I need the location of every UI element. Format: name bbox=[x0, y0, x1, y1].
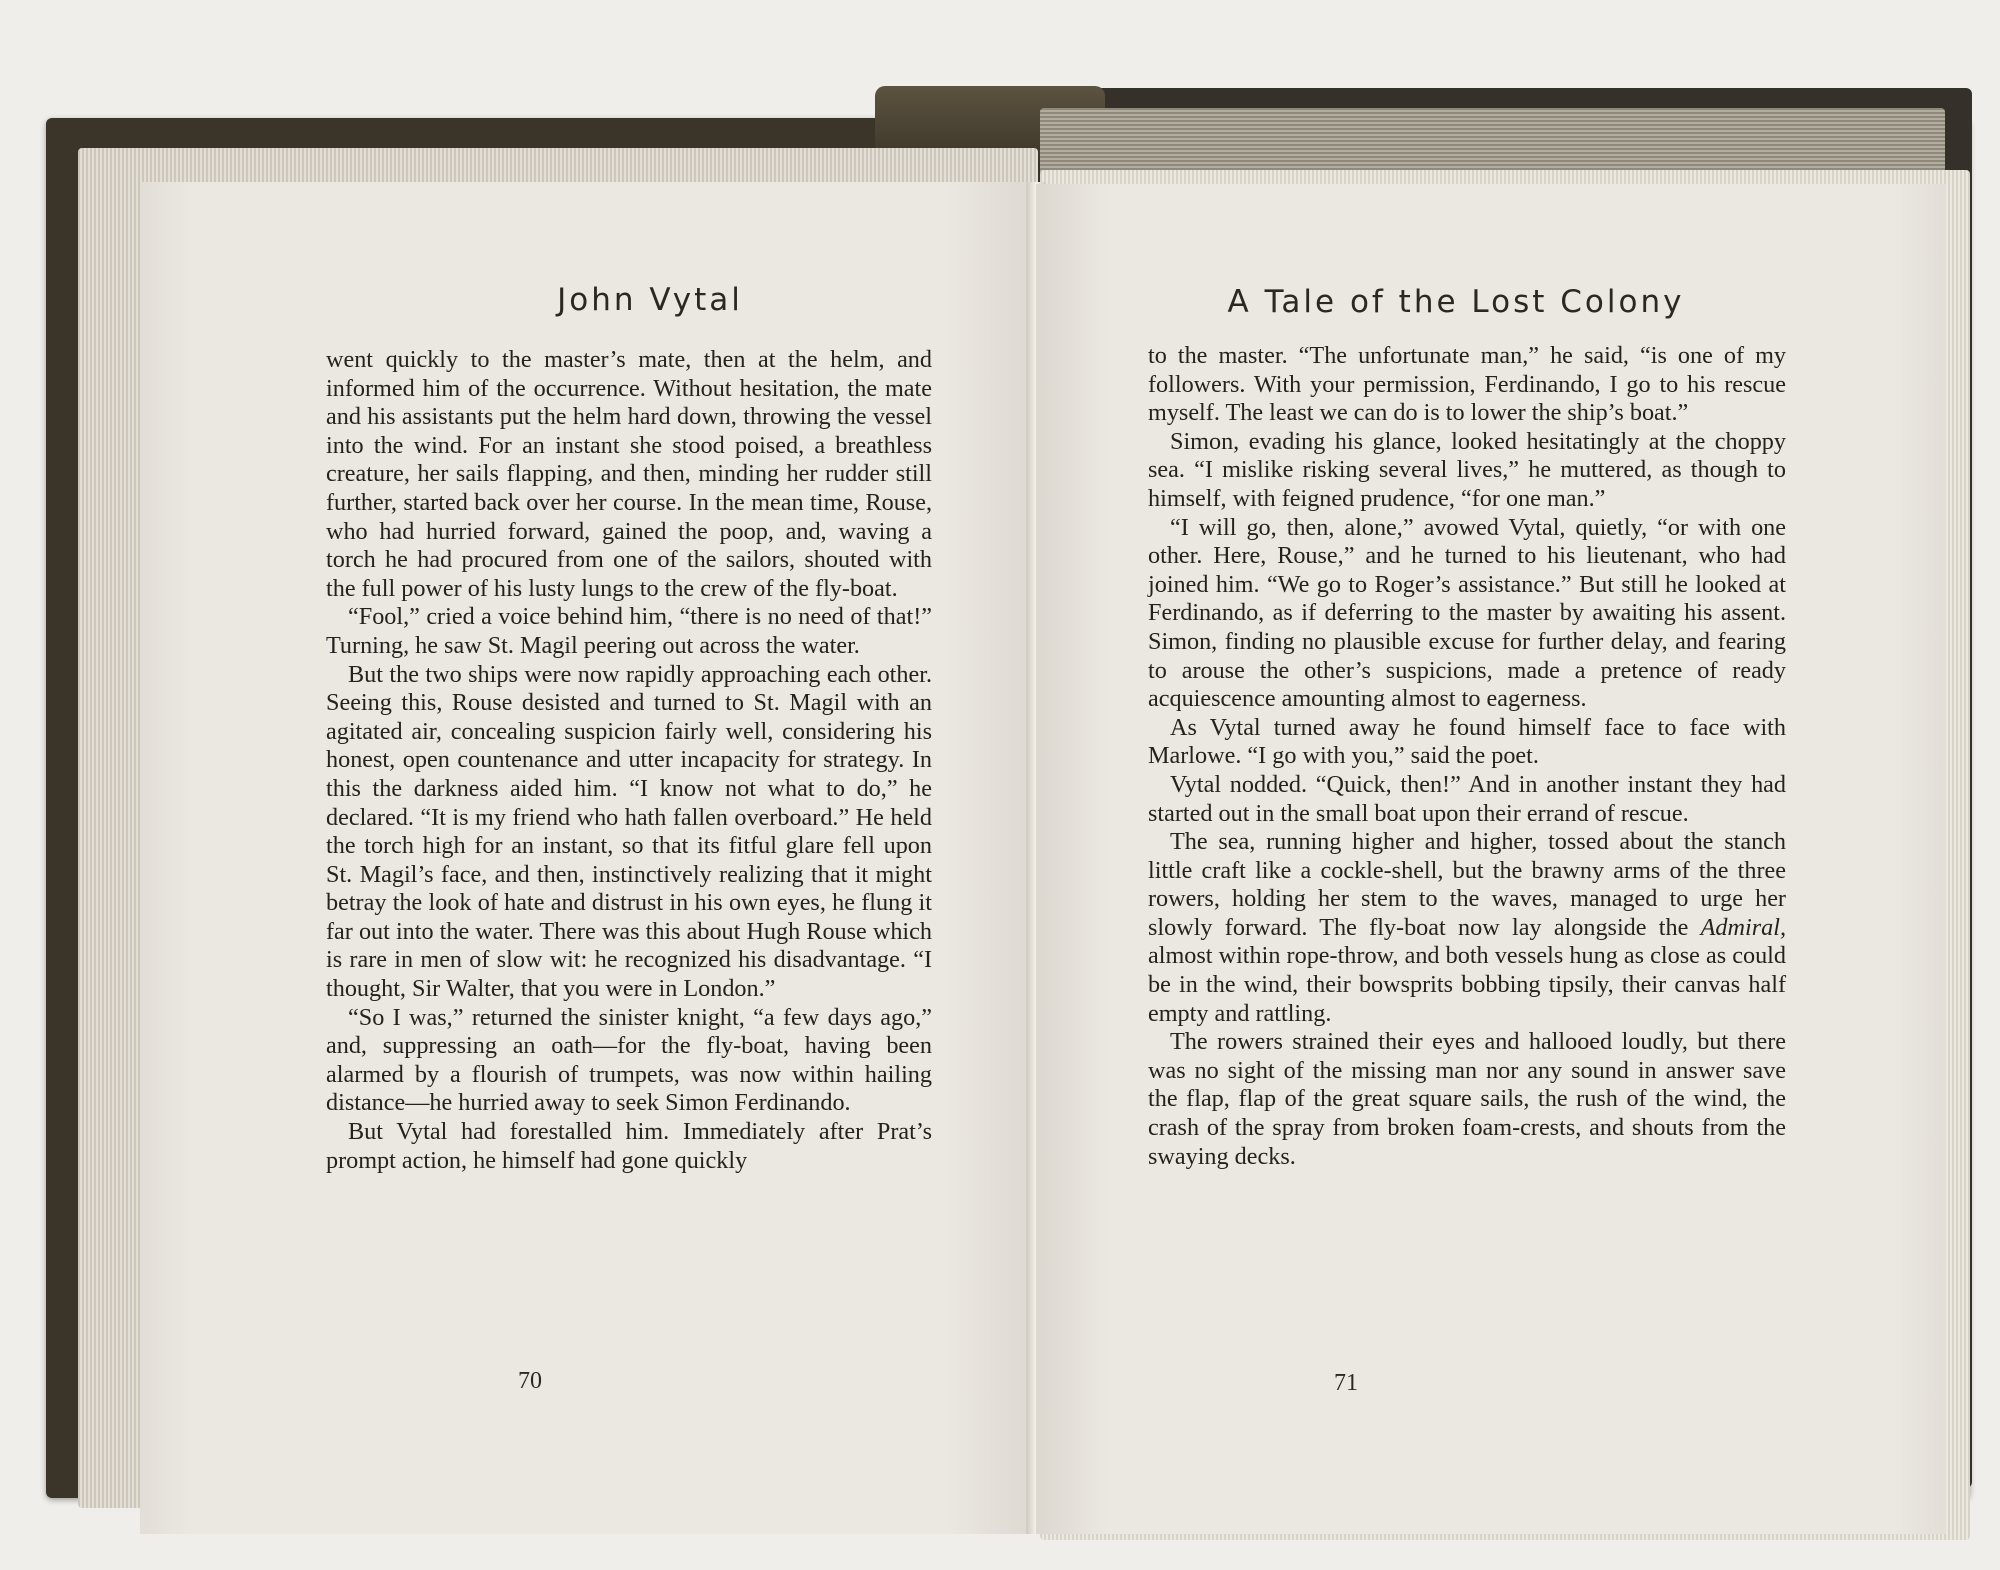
paragraph-text: almost within rope-throw, and both vessels hung as close as could be in the wind, their bowsprits bobbing tipsily, their canvas half empty and rattling. bbox=[1148, 942, 1786, 1027]
paragraph: Vytal nodded. “Quick, then!” And in another instant they had started out in the small boat upon their errand of rescue. bbox=[1148, 770, 1786, 827]
running-head: John Vytal bbox=[557, 282, 743, 318]
right-page bbox=[1036, 184, 1946, 1534]
paragraph: But the two ships were now rapidly approaching each other. Seeing this, Rouse desisted and turned to St. Magil with an agitated air, concealing suspicion fairly well, considering his honest, open countenance and utter incapacity for strategy. In this the darkness aided him. “I know not what to do,” he declared. “It is my friend who hath fallen overboard.” He held the torch high for an instant, so that its fitful glare fell upon St. Magil’s face, and then, instinctively realizing that it might betray the look of hate and distrust in his own eyes, he flung it far out into the water. There was this about Hugh Rouse which is rare in men of slow wit: he recognized his disadvantage. “I thought, Sir Walter, that you were in London.” bbox=[326, 660, 932, 1003]
body-text bbox=[326, 346, 932, 1175]
paragraph: But Vytal had forestalled him. Immediately after Prat’s prompt action, he himself had gone quickly bbox=[326, 1118, 932, 1174]
paragraph: went quickly to the master’s mate, then at the helm, and informed him of the occurrence. Without hesitation, the mate and his assistants put the helm hard down, throwing the vessel into the wind. For an instant she stood poised, a breathless creature, her sails flapping, and then, minding her rudder still further, started back over her course. In the mean time, Rouse, who had hurried forward, gained the poop, and, waving a torch he had procured from one of the sailors, shouted with the full power of his lusty lungs to the crew of the fly-boat. bbox=[326, 346, 932, 602]
paragraph: “I will go, then, alone,” avowed Vytal, quietly, “or with one other. Here, Rouse,” and he turned to his lieutenant, who had joined him. “We go to Roger’s assistance.” But still he looked at Ferdinando, as if deferring to the master by awaiting his assent. Simon, finding no plausible excuse for further delay, and fearing to arouse the other’s suspicions, made a pretence of ready acquiescence amounting almost to eagerness. bbox=[1148, 513, 1786, 713]
paragraph: to the master. “The unfortunate man,” he said, “is one of my followers. With your permission, Ferdinando, I go to his rescue myself. The least we can do is to lower the ship’s boat.” bbox=[1148, 342, 1786, 427]
paragraph: Simon, evading his glance, looked hesitatingly at the choppy sea. “I mislike risking several lives,” he muttered, as though to himself, with feigned prudence, “for one man.” bbox=[1148, 427, 1786, 512]
ship-name: Admiral, bbox=[1700, 913, 1786, 941]
paragraph: “Fool,” cried a voice behind him, “there is no need of that!” Turning, he saw St. Magil peering out across the water. bbox=[326, 603, 932, 659]
page-number: 70 bbox=[518, 1368, 542, 1394]
paragraph: As Vytal turned away he found himself face to face with Marlowe. “I go with you,” said the poet. bbox=[1148, 713, 1786, 770]
paragraph: The rowers strained their eyes and hallooed loudly, but there was no sight of the missing man nor any sound in answer save the flap, flap of the great square sails, the rush of the wind, the crash of the spray from broken foam-crests, and shouts from the swaying decks. bbox=[1148, 1028, 1786, 1170]
paragraph: “So I was,” returned the sinister knight, “a few days ago,” and, suppressing an oath—for the fly-boat, having been alarmed by a flourish of trumpets, was now within hailing distance—he hurried away to seek Simon Ferdinando. bbox=[326, 1003, 932, 1117]
body-text bbox=[1148, 342, 1786, 1171]
paragraph-text: The sea, running higher and higher, tossed about the stanch little craft like a cockle-shell, but the brawny arms of the three rowers, holding her stem to the waves, managed to urge her slowly forward. The fly-boat now lay alongside the bbox=[1148, 828, 1786, 941]
left-page bbox=[140, 182, 1036, 1534]
running-head: A Tale of the Lost Colony bbox=[1227, 284, 1685, 320]
page-number: 71 bbox=[1334, 1370, 1358, 1396]
paragraph bbox=[1148, 828, 1786, 1028]
